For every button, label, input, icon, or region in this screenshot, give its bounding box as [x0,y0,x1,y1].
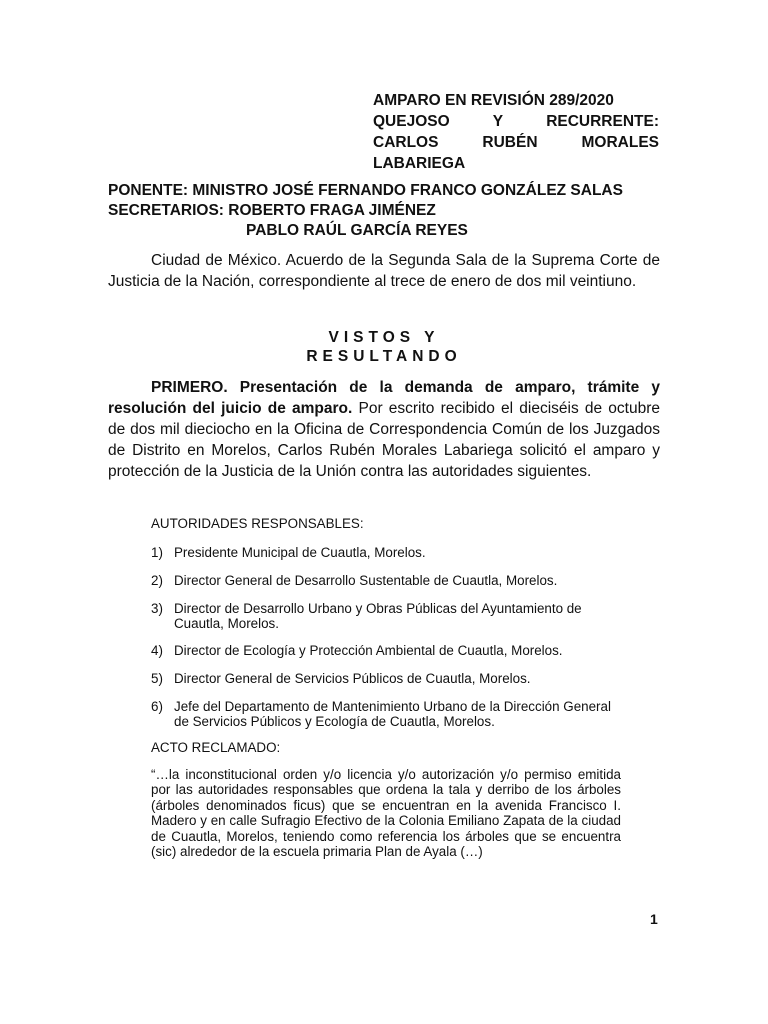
quejoso-name-line1: CARLOS RUBÉN MORALES [373,134,659,151]
list-item [151,545,621,560]
quejoso-label: QUEJOSO Y RECURRENTE: [373,113,659,130]
acto-title: ACTO RECLAMADO: [151,740,281,755]
heading-vistos: VISTOS Y [328,329,440,346]
case-header [373,90,659,174]
heading-resultando: RESULTANDO [306,348,462,365]
secretario-second: PABLO RAÚL GARCÍA REYES [246,222,468,239]
item-number: 5) [151,671,163,686]
item-text: Director de Ecología y Protección Ambiental de Cuautla, Morelos. [174,643,563,658]
intro-text: Ciudad de México. Acuerdo de la Segunda Sala de la Suprema Corte de Justicia de la Nación, correspondiente al trece de enero de dos mil veintiuno. [108,252,660,290]
page-number: 1 [650,911,658,927]
list-item [151,573,621,588]
ponente-block [108,181,698,241]
item-number: 2) [151,573,163,588]
item-text: Director de Desarrollo Urbano y Obras Públicas del Ayuntamiento de Cuautla, Morelos. [174,601,582,631]
item-number: 1) [151,545,163,560]
list-item [151,699,621,729]
acto-quote: “…la inconstitucional orden y/o licencia y/o autorización y/o permiso emitida por las autoridades responsables que ordena la tala y derribo de los árboles (árboles denominados ficus) que se encuentran en la avenida Francisco I. Madero y en calle Sufragio Efectivo de la Colonia Emiliano Zapata de la ciudad de Cuautla, Morelos, teniendo como referencia los árboles que se encuentra (sic) alrededor de la escuela primaria Plan de Ayala (…) [151,767,621,860]
item-number: 3) [151,601,163,616]
primero-paragraph [108,377,660,482]
primero-text: Por escrito recibido el dieciséis de octubre de dos mil dieciocho en la Oficina de Correspondencia Común de los Juzgados de Distrito en Morelos, Carlos Rubén Morales Labariega solicitó el amparo y protección de la Justicia de la Unión contra las autoridades siguientes. [108,400,660,480]
intro-paragraph [108,250,660,292]
ponente-line: PONENTE: MINISTRO JOSÉ FERNANDO FRANCO GONZÁLEZ SALAS [108,182,623,199]
case-number: AMPARO EN REVISIÓN 289/2020 [373,92,614,109]
secretarios-line: SECRETARIOS: ROBERTO FRAGA JIMÉNEZ [108,202,436,219]
list-item [151,601,621,631]
section-heading [108,328,660,366]
item-text: Presidente Municipal de Cuautla, Morelos. [174,545,426,560]
list-item [151,671,621,686]
quejoso-name-line2: LABARIEGA [373,155,466,172]
item-number: 4) [151,643,163,658]
primero-heading: PRIMERO. Presentación de la demanda de amparo, trámite y resolución del juicio de amparo. [108,379,660,417]
item-text: Jefe del Departamento de Mantenimiento Urbano de la Dirección General de Servicios Públicos y Ecología de Cuautla, Morelos. [174,699,611,729]
list-item [151,643,621,658]
item-number: 6) [151,699,163,714]
item-text: Director General de Desarrollo Sustentable de Cuautla, Morelos. [174,573,558,588]
autoridades-title: AUTORIDADES RESPONSABLES: [151,516,364,531]
item-text: Director General de Servicios Públicos de Cuautla, Morelos. [174,671,531,686]
